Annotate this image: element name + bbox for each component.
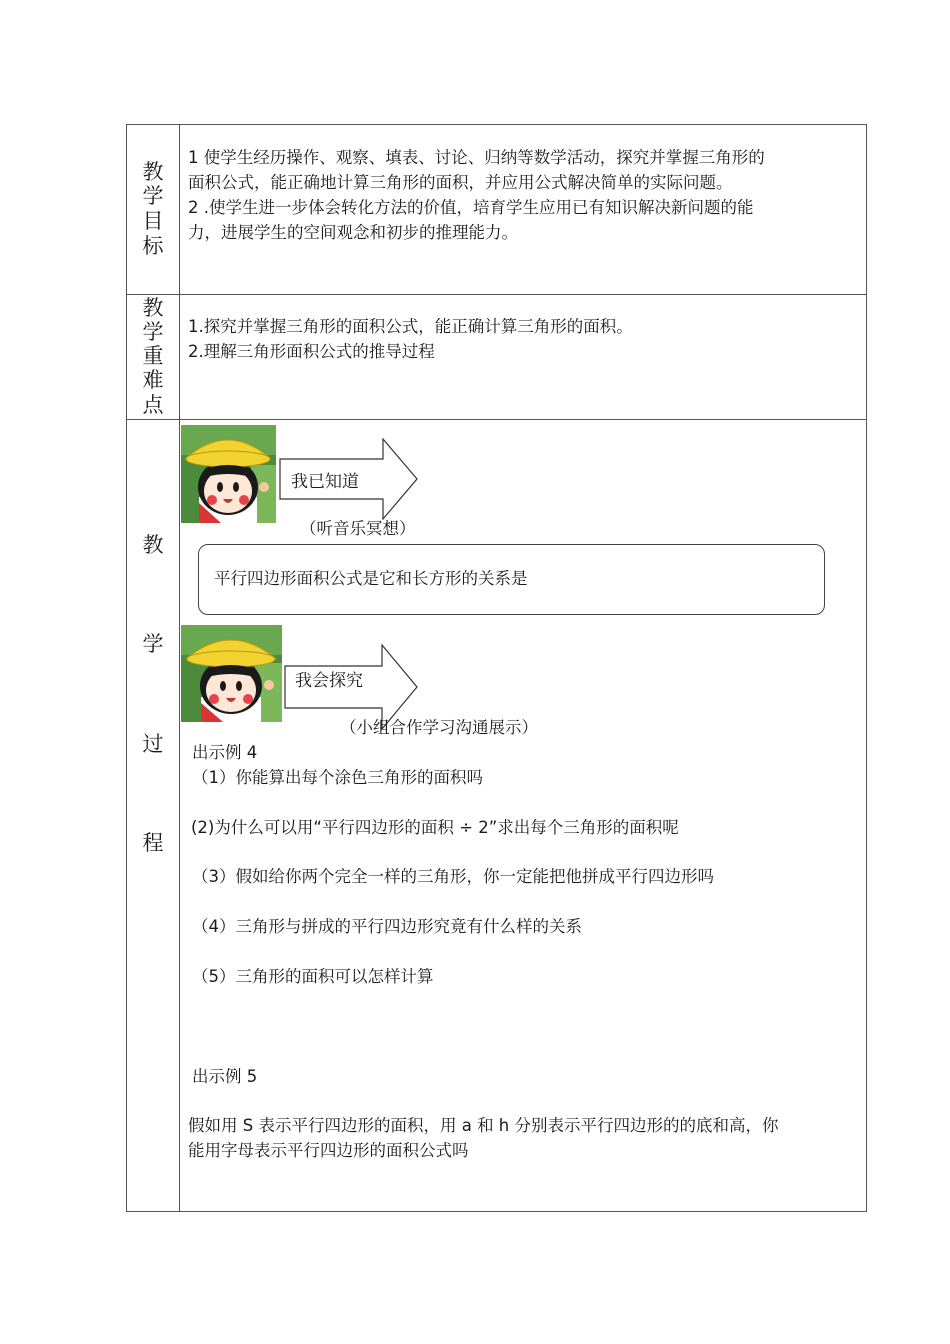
cartoon-girl-image	[181, 425, 276, 523]
note-group: （小组合作学习沟通展示）	[340, 718, 538, 737]
example5-text-line: 能用字母表示平行四边形的面积公式吗	[188, 1141, 469, 1160]
label-char: 目	[142, 209, 164, 233]
lesson-plan-table	[126, 124, 867, 1212]
column-divider	[179, 125, 180, 1211]
example5-title: 出示例 5	[192, 1067, 258, 1086]
arrow-label-explore: 我会探究	[295, 671, 363, 691]
example5-text-line: 假如用 S 表示平行四边形的面积，用 a 和 h 分别表示平行四边形的的底和高，你	[188, 1116, 779, 1135]
cartoon-girl-image	[181, 625, 282, 722]
objective-line: 面积公式，能正确地计算三角形的面积，并应用公式解决简单的实际问题。	[188, 173, 733, 192]
question-3: （3）假如给你两个完全一样的三角形，你一定能把他拼成平行四边形吗	[192, 867, 714, 886]
label-char: 难	[142, 368, 164, 392]
objective-line: 1 使学生经历操作、观察、填表、讨论、归纳等数学活动，探究并掌握三角形的	[188, 148, 765, 167]
example4-title: 出示例 4	[192, 743, 258, 762]
label-char: 程	[142, 831, 164, 855]
arrow-label-known: 我已知道	[291, 472, 359, 492]
objective-line: 2 .使学生进一步体会转化方法的价值，培育学生应用已有知识解决新问题的能	[188, 198, 754, 217]
question-1: （1）你能算出每个涂色三角形的面积吗	[192, 768, 483, 787]
label-char: 教	[142, 533, 164, 557]
key-point-line: 2.理解三角形面积公式的推导过程	[188, 342, 435, 361]
question-2: (2)为什么可以用“平行四边形的面积 ÷ 2”求出每个三角形的面积呢	[191, 818, 679, 837]
label-char: 学	[142, 320, 164, 344]
note-music: （听音乐冥想）	[300, 519, 416, 538]
label-char: 教	[142, 296, 164, 320]
question-4: （4）三角形与拼成的平行四边形究竟有什么样的关系	[192, 917, 582, 936]
key-point-line: 1.探究并掌握三角形的面积公式，能正确计算三角形的面积。	[188, 317, 633, 336]
label-char: 学	[142, 632, 164, 656]
row-divider	[127, 419, 866, 420]
objective-line: 力，进展学生的空间观念和初步的推理能力。	[188, 223, 518, 242]
box-text: 平行四边形面积公式是它和长方形的关系是	[214, 569, 528, 588]
label-char: 过	[142, 732, 164, 756]
question-5: （5）三角形的面积可以怎样计算	[192, 967, 434, 986]
label-char: 点	[142, 393, 164, 417]
label-char: 教	[142, 160, 164, 184]
row-divider	[127, 294, 866, 295]
label-char: 学	[142, 184, 164, 208]
label-char: 标	[142, 234, 164, 258]
label-char: 重	[142, 344, 164, 368]
